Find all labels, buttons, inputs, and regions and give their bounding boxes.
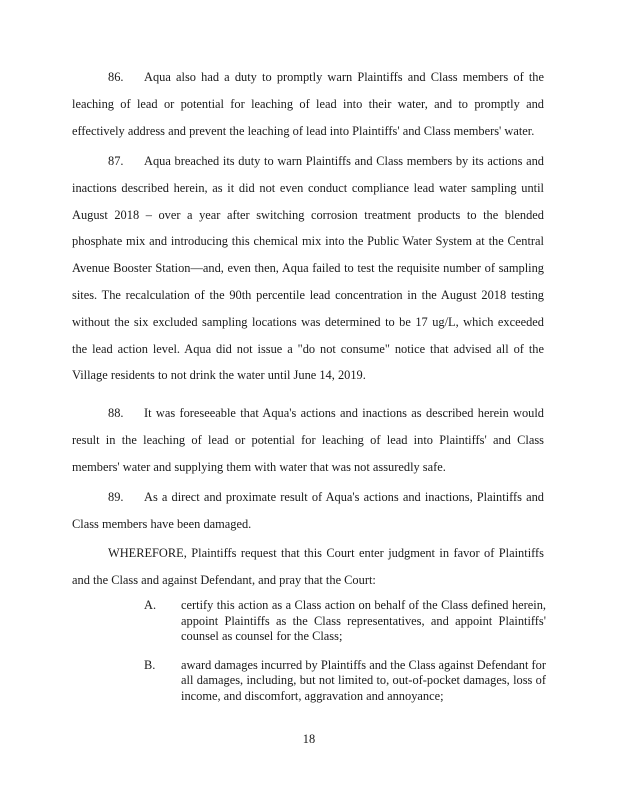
paragraph-number: 88. [108,406,124,420]
paragraph-text: Aqua breached its duty to warn Plaintiffs and Class members by its actions and inactions described herein, as it did not even conduct compliance lead water sampling until August 2018 – over a year after switching corrosion treatment products to the blended phosphate mix and introducing this chemical mix into the Public Water System at the Central Avenue Booster Station—and, even then, Aqua failed to test the requisite number of sampling sites. The recalculation of the 90th percentile lead concentration in the August 2018 testing without the six excluded sampling locations was determined to be 17 ug/L, which exceeded the lead action level. Aqua did not issue a "do not consume" notice that advised all of the Village residents to not drink the water until June 14, 2019. [72,154,544,383]
paragraph-89 [72,484,544,538]
paragraph-text: As a direct and proximate result of Aqua's actions and inactions, Plaintiffs and Class members have been damaged. [72,490,544,531]
paragraph-88 [72,400,544,480]
paragraph-number: 89. [108,490,124,504]
prayer-text: certify this action as a Class action on behalf of the Class defined herein, appoint Plaintiffs as the Class representatives, and appoint Plaintiffs' counsel as counsel for the Class; [181,598,546,644]
prayer-text: award damages incurred by Plaintiffs and the Class against Defendant for all damages, including, but not limited to, out-of-pocket damages, loss of income, and discomfort, aggravation and annoyance; [181,657,546,703]
prayer-item-b [144,658,546,705]
paragraph-number: 87. [108,154,124,168]
paragraph-87 [72,148,544,389]
prayer-letter: B. [144,657,156,672]
paragraph-text: Aqua also had a duty to promptly warn Plaintiffs and Class members of the leaching of lead or potential for leaching of lead into their water, and to promptly and effectively address and prevent the leaching of lead into Plaintiffs' and Class members' water. [72,70,544,138]
wherefore-clause: WHEREFORE, Plaintiffs request that this Court enter judgment in favor of Plaintiffs and the Class and against Defendant, and pray that the Court: [72,546,544,587]
prayer-list [144,598,546,718]
prayer-letter: A. [144,598,157,612]
paragraph-number: 86. [108,70,124,84]
paragraph-86 [72,64,544,144]
prayer-item-a [144,598,546,645]
page-number: 18 [302,732,316,746]
paragraph-text: It was foreseeable that Aqua's actions and inactions as described herein would result in the leaching of lead or potential for leaching of lead into Plaintiffs' and Class members' water and supplying them with water that was not assuredly safe. [72,406,544,474]
